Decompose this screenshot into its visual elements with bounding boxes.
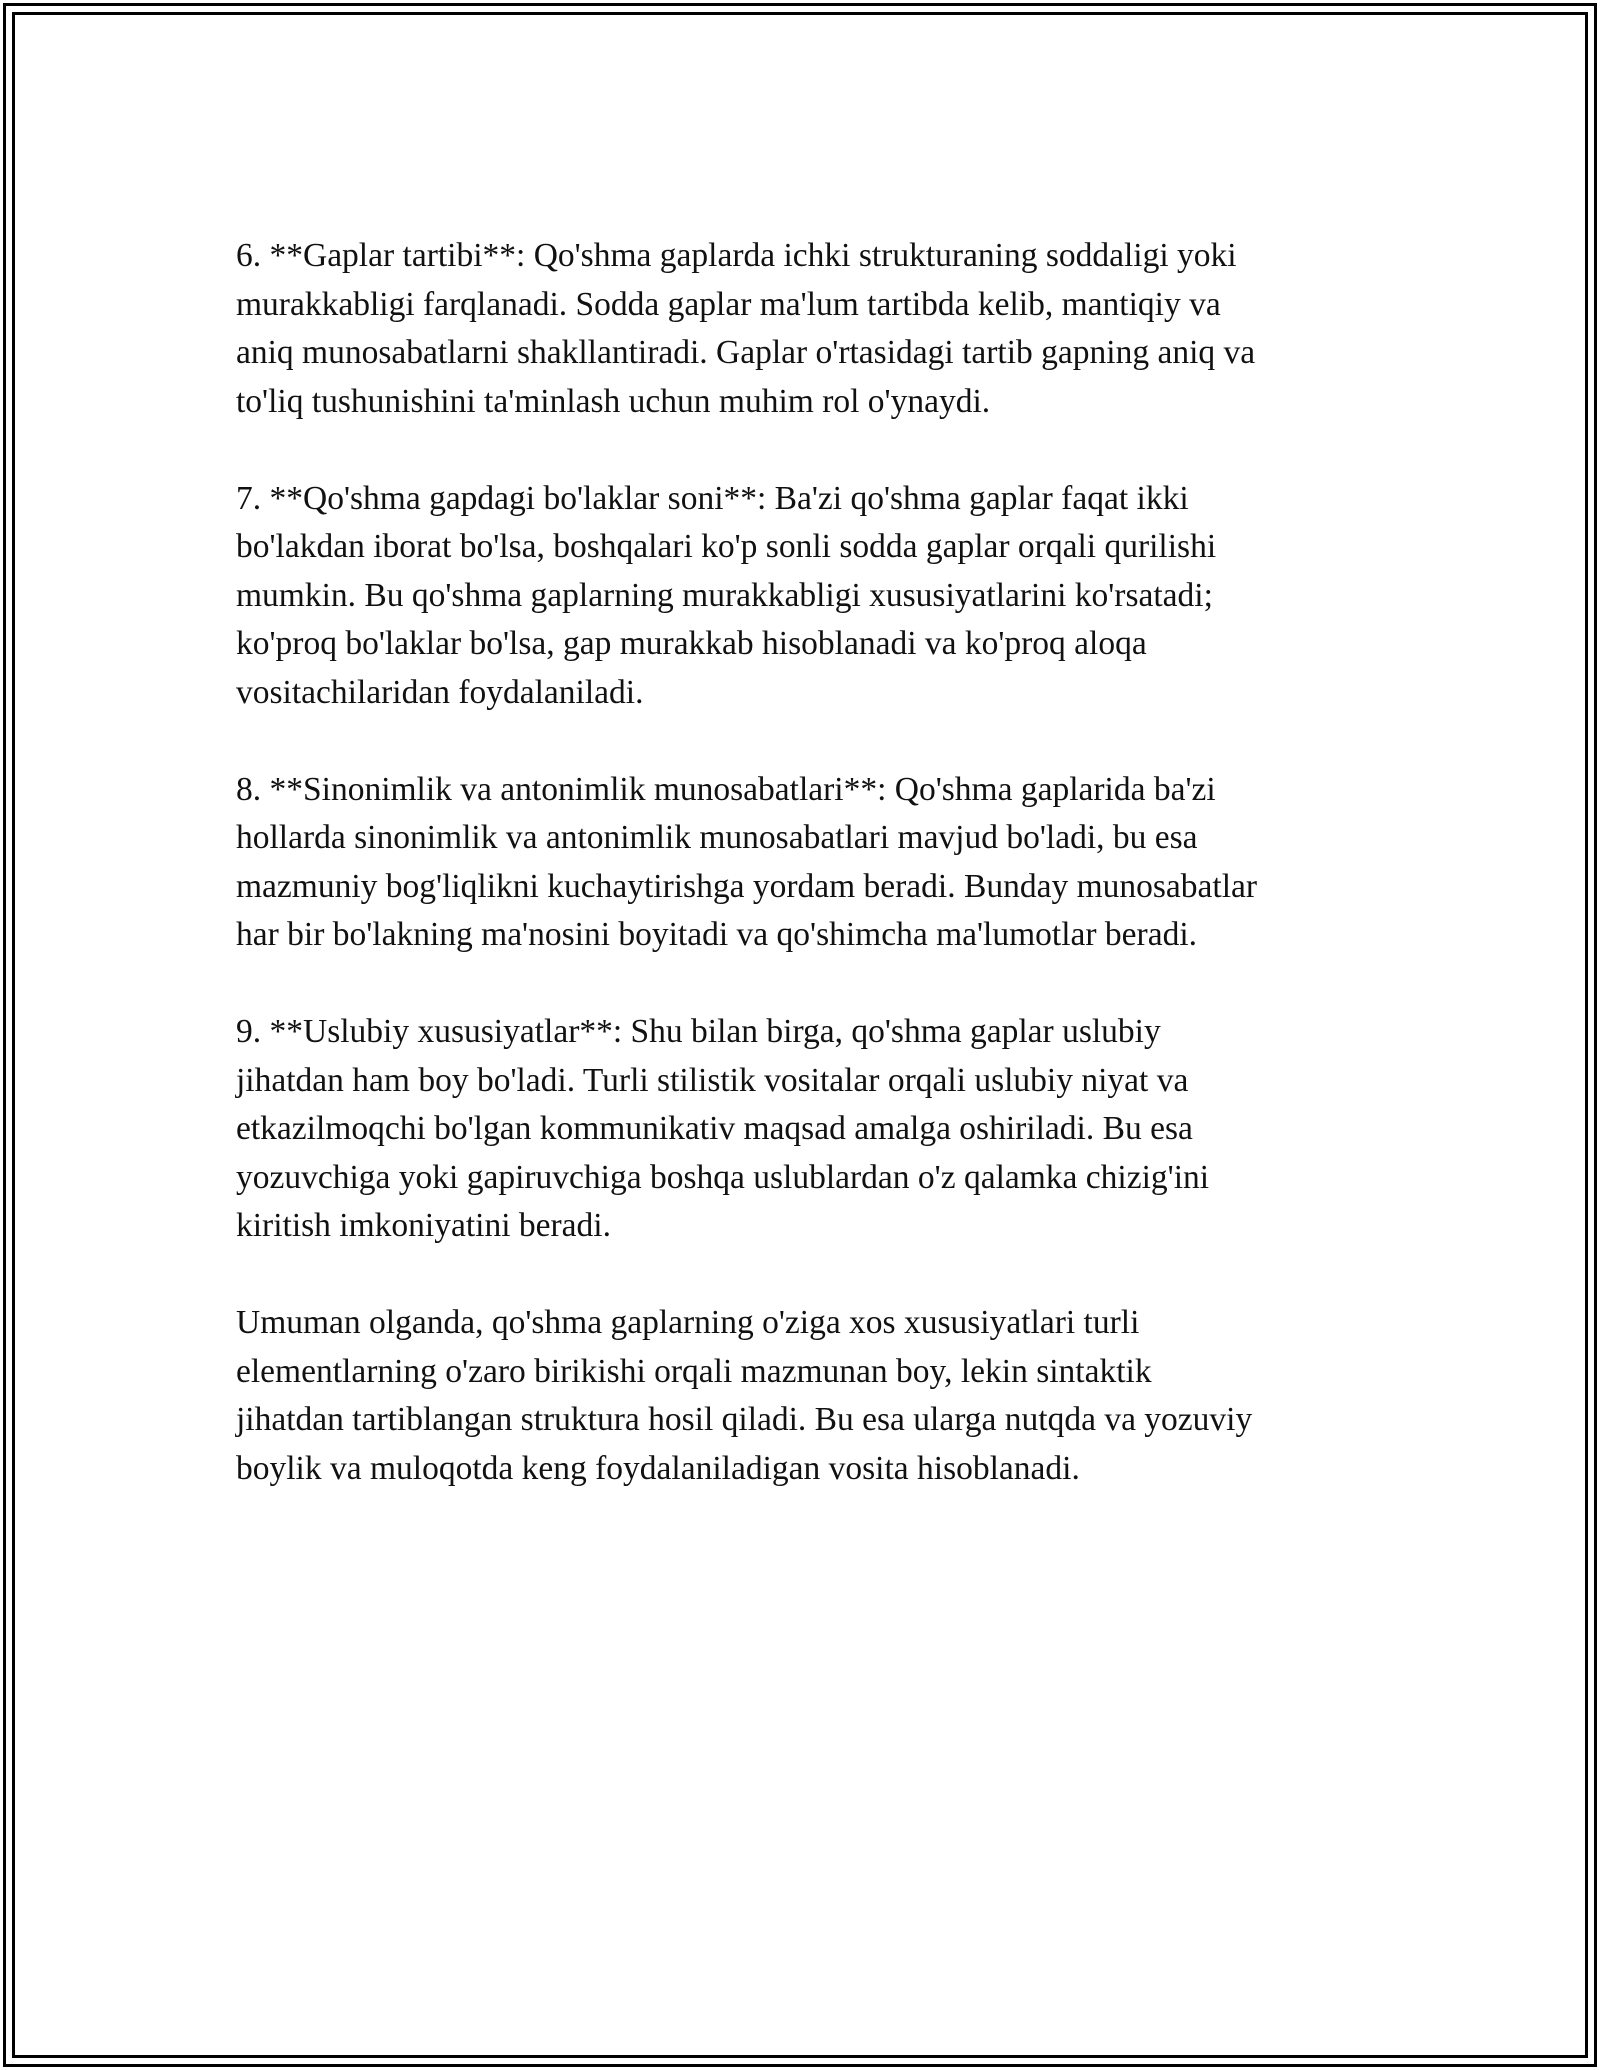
paragraph-conclusion: Umuman olganda, qo'shma gaplarning o'ziga xos xususiyatlari turli elementlarning o'zaro birikishi orqali mazmunan boy, lekin sintaktik jihatdan tartiblangan struktura hosil qiladi. Bu esa ularga nutqda va yozuviy boylik va muloqotda keng foydalaniladigan vosita hisoblanadi. xyxy=(236,1304,1253,1487)
document-body xyxy=(236,232,1364,1542)
paragraph-uslubiy-xususiyatlar: 9. **Uslubiy xususiyatlar**: Shu bilan birga, qo'shma gaplar uslubiy jihatdan ham boy bo'ladi. Turli stilistik vositalar orqali uslubiy niyat va etkazilmoqchi bo'lgan kommunikativ maqsad amalga oshiriladi. Bu esa yozuvchiga yoki gapiruvchiga boshqa uslublardan o'z qalamka chizig'ini kiritish imkoniyatini beradi. xyxy=(236,1013,1210,1244)
paragraph-gaplar-tartibi: 6. **Gaplar tartibi**: Qo'shma gaplarda ichki strukturaning soddaligi yoki murakkabligi farqlanadi. Sodda gaplar ma'lum tartibda kelib, mantiqiy va aniq munosabatlarni shakllantiradi. Gaplar o'rtasidagi tartib gapning aniq va to'liq tushunishini ta'minlash uchun muhim rol o'ynaydi. xyxy=(236,237,1256,420)
paragraph-sinonimlik-antonimlik: 8. **Sinonimlik va antonimlik munosabatlari**: Qo'shma gaplarida ba'zi hollarda sinonimlik va antonimlik munosabatlari mavjud bo'ladi, bu esa mazmuniy bog'liqlikni kuchaytirishga yordam beradi. Bunday munosabatlar har bir bo'lakning ma'nosini boyitadi va qo'shimcha ma'lumotlar beradi. xyxy=(236,770,1258,953)
paragraph-bolaklar-soni: 7. **Qo'shma gapdagi bo'laklar soni**: Ba'zi qo'shma gaplar faqat ikki bo'lakdan iborat bo'lsa, boshqalari ko'p sonli sodda gaplar orqali qurilishi mumkin. Bu qo'shma gaplarning murakkabligi xususiyatlarini ko'rsatadi; ko'proq bo'laklar bo'lsa, gap murakkab hisoblanadi va ko'proq aloqa vositachilaridan foydalaniladi. xyxy=(236,479,1217,711)
